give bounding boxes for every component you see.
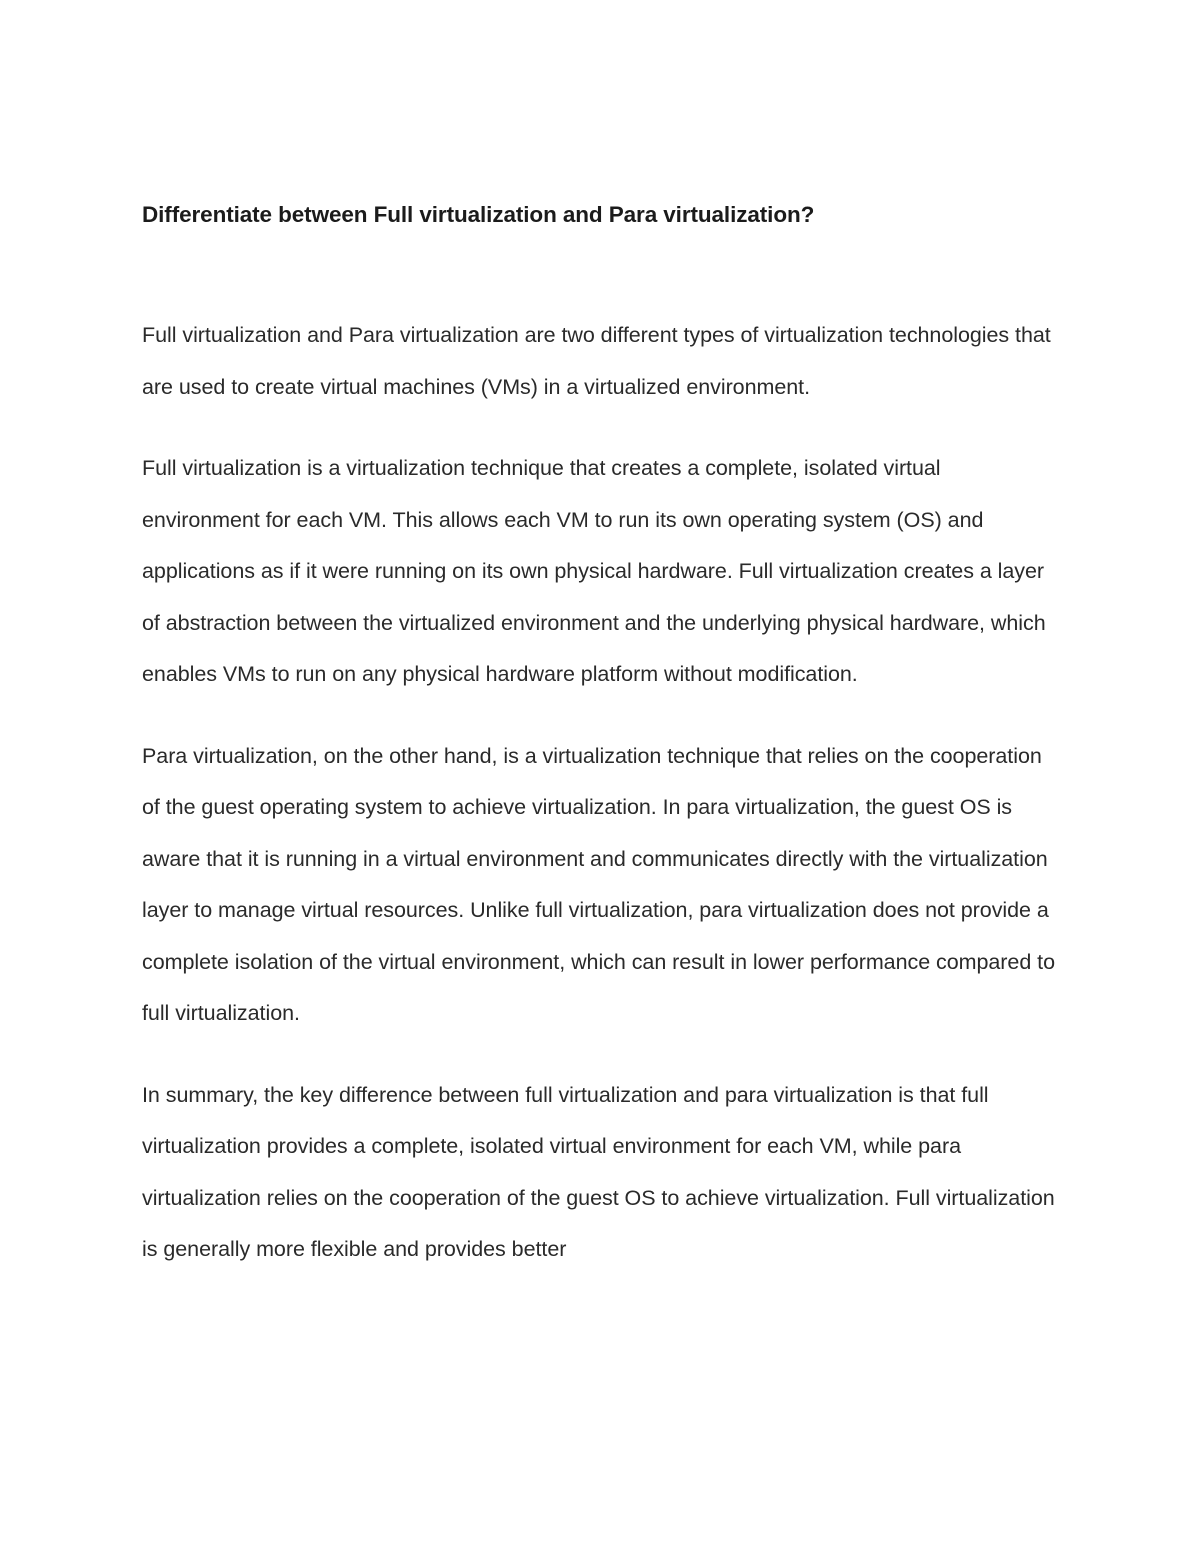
paragraph-para-virtualization: Para virtualization, on the other hand, is a virtualization technique that relies on the cooperation of the guest operating system to achieve virtualization. In para virtualization, the guest OS is aware that it is running in a virtual environment and communicates directly with the virtualization layer to manage virtual resources. Unlike full virtualization, para virtualization does not provide a complete isolation of the virtual environment, which can result in lower performance compared to full virtualization. xyxy=(142,743,1055,1025)
paragraph-full-virtualization: Full virtualization is a virtualization technique that creates a complete, isolated virtual environment for each VM. This allows each VM to run its own operating system (OS) and applications as if it were running on its own physical hardware. Full virtualization creates a layer of abstraction between the virtualized environment and the underlying physical hardware, which enables VMs to run on any physical hardware platform without modification. xyxy=(142,456,1046,686)
paragraph-intro: Full virtualization and Para virtualization are two different types of virtualization technologies that are used to create virtual machines (VMs) in a virtualized environment. xyxy=(142,323,1051,399)
paragraph-summary: In summary, the key difference between full virtualization and para virtualization is that full virtualization provides a complete, isolated virtual environment for each VM, while para virtualization relies on the cooperation of the guest OS to achieve virtualization. Full virtualization is generally more flexible and provides better xyxy=(142,1082,1055,1261)
document-body xyxy=(142,196,1062,1276)
document-title: Differentiate between Full virtualization and Para virtualization? xyxy=(142,202,815,227)
